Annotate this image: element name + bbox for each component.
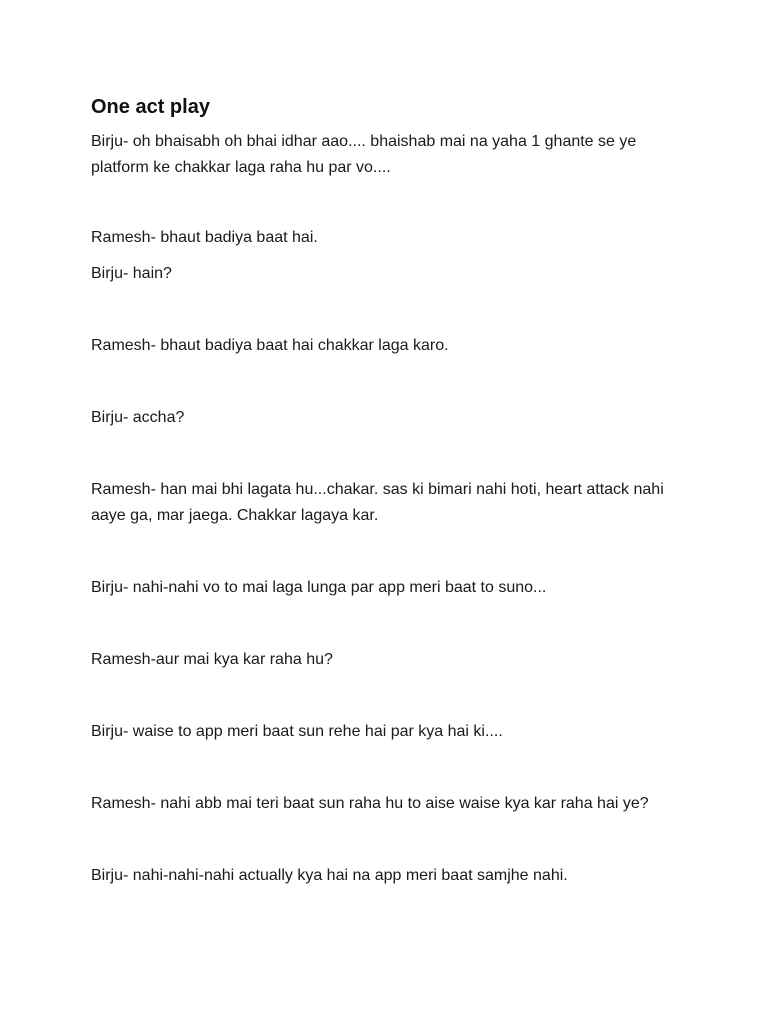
dialogue-line: Birju- nahi-nahi vo to mai laga lunga par app meri baat to suno... (91, 579, 547, 596)
dialogue-line: Ramesh-aur mai kya kar raha hu? (91, 651, 333, 668)
dialogue-line: Birju- oh bhaisabh oh bhai idhar aao.... bhaishab mai na yaha 1 ghante se ye platform ke chakkar laga raha hu par vo.... (91, 133, 637, 176)
page-title: One act play (91, 96, 210, 118)
dialogue-line: Ramesh- nahi abb mai teri baat sun raha hu to aise waise kya kar raha hai ye? (91, 795, 649, 812)
dialogue-line: Birju- accha? (91, 409, 185, 426)
dialogue-line: Birju- nahi-nahi-nahi actually kya hai na app meri baat samjhe nahi. (91, 867, 568, 884)
dialogue-line: Ramesh- bhaut badiya baat hai. (91, 229, 318, 246)
dialogue-line: Birju- hain? (91, 265, 172, 282)
document-body (91, 93, 681, 889)
dialogue-line: Birju- waise to app meri baat sun rehe hai par kya hai ki.... (91, 723, 503, 740)
dialogue-line: Ramesh- bhaut badiya baat hai chakkar laga karo. (91, 337, 449, 354)
dialogue-line: Ramesh- han mai bhi lagata hu...chakar. sas ki bimari nahi hoti, heart attack nahi aaye ga, mar jaega. Chakkar lagaya kar. (91, 481, 664, 524)
